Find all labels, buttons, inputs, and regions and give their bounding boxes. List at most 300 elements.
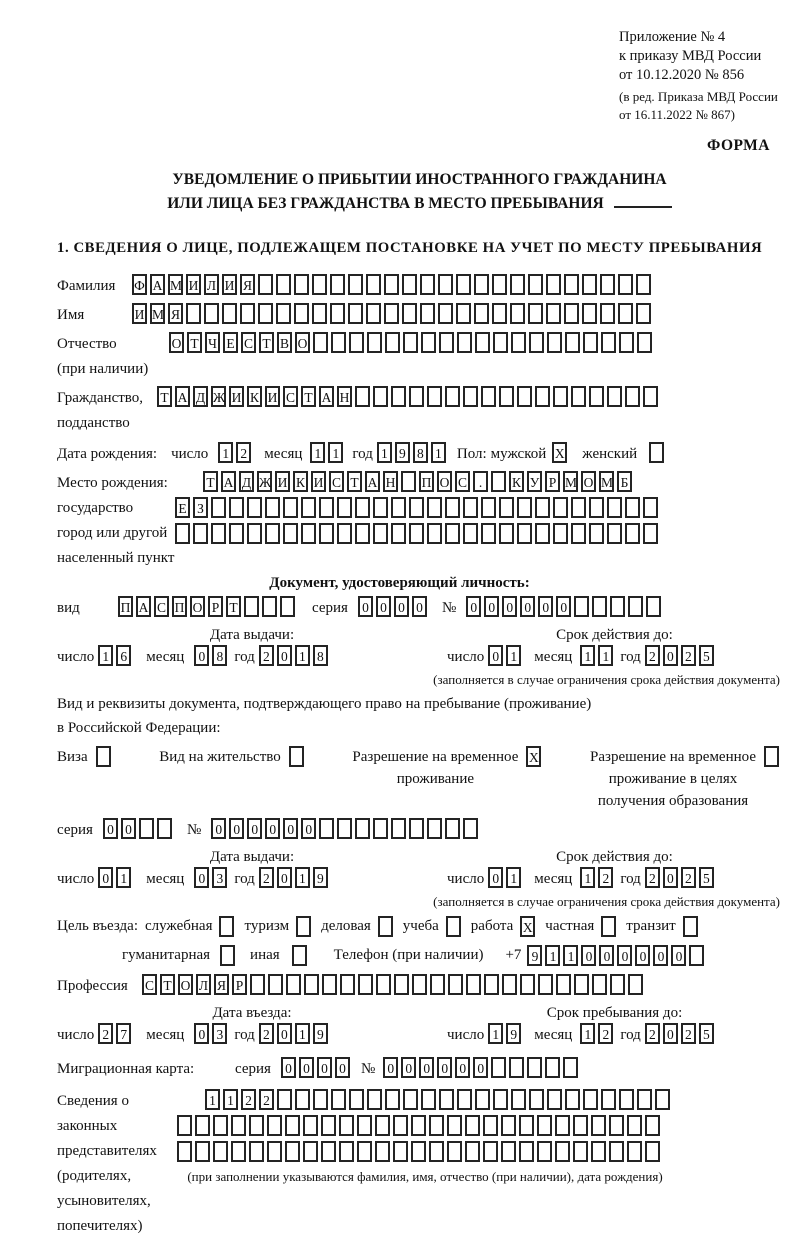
char-cell[interactable]	[447, 1141, 462, 1162]
char-cell[interactable]	[456, 303, 471, 324]
char-cell[interactable]	[517, 386, 532, 407]
char-cell[interactable]	[312, 303, 327, 324]
char-cell[interactable]	[258, 274, 273, 295]
char-cell[interactable]	[355, 386, 370, 407]
char-cell[interactable]: 7	[116, 1023, 131, 1044]
char-cell[interactable]: 0	[335, 1057, 350, 1078]
residence-number-boxes[interactable]	[211, 818, 481, 839]
residence-series-boxes[interactable]	[103, 818, 175, 839]
char-cell[interactable]	[220, 945, 235, 966]
char-cell[interactable]	[357, 1141, 372, 1162]
char-cell[interactable]	[358, 974, 373, 995]
char-cell[interactable]: 0	[617, 945, 632, 966]
char-cell[interactable]	[649, 442, 664, 463]
char-cell[interactable]	[565, 332, 580, 353]
char-cell[interactable]: 1	[295, 645, 310, 666]
char-cell[interactable]: 5	[699, 867, 714, 888]
char-cell[interactable]	[499, 523, 514, 544]
char-cell[interactable]	[535, 386, 550, 407]
char-cell[interactable]	[319, 497, 334, 518]
char-cell[interactable]	[348, 303, 363, 324]
char-cell[interactable]: 1	[563, 945, 578, 966]
char-cell[interactable]: И	[275, 471, 290, 492]
char-cell[interactable]: 0	[419, 1057, 434, 1078]
issue-month-boxes[interactable]	[194, 645, 230, 666]
char-cell[interactable]: М	[150, 303, 165, 324]
char-cell[interactable]	[355, 497, 370, 518]
char-cell[interactable]: М	[563, 471, 578, 492]
char-cell[interactable]	[403, 1089, 418, 1110]
char-cell[interactable]	[296, 916, 311, 937]
char-cell[interactable]: И	[132, 303, 147, 324]
char-cell[interactable]: 1	[488, 1023, 503, 1044]
char-cell[interactable]: Т	[347, 471, 362, 492]
char-cell[interactable]	[625, 523, 640, 544]
char-cell[interactable]	[391, 523, 406, 544]
char-cell[interactable]	[355, 523, 370, 544]
birth-month-boxes[interactable]	[310, 442, 346, 463]
char-cell[interactable]	[463, 386, 478, 407]
char-cell[interactable]: К	[509, 471, 524, 492]
purpose-study-checkbox[interactable]	[446, 916, 464, 937]
char-cell[interactable]	[546, 303, 561, 324]
char-cell[interactable]: 1	[310, 442, 325, 463]
char-cell[interactable]	[250, 974, 265, 995]
char-cell[interactable]: Т	[160, 974, 175, 995]
char-cell[interactable]	[304, 974, 319, 995]
char-cell[interactable]: Я	[214, 974, 229, 995]
char-cell[interactable]: 0	[394, 596, 409, 617]
char-cell[interactable]	[294, 303, 309, 324]
char-cell[interactable]	[465, 1141, 480, 1162]
char-cell[interactable]: 0	[581, 945, 596, 966]
char-cell[interactable]	[483, 1115, 498, 1136]
char-cell[interactable]	[528, 303, 543, 324]
char-cell[interactable]	[545, 1057, 560, 1078]
char-cell[interactable]	[375, 1115, 390, 1136]
char-cell[interactable]	[547, 1089, 562, 1110]
char-cell[interactable]	[391, 818, 406, 839]
char-cell[interactable]	[240, 303, 255, 324]
char-cell[interactable]: О	[190, 596, 205, 617]
char-cell[interactable]	[412, 974, 427, 995]
char-cell[interactable]: Ж	[211, 386, 226, 407]
temp-residence-education-checkbox[interactable]	[764, 746, 782, 767]
char-cell[interactable]: X	[552, 442, 567, 463]
char-cell[interactable]: 0	[599, 945, 614, 966]
char-cell[interactable]: С	[154, 596, 169, 617]
char-cell[interactable]: 0	[229, 818, 244, 839]
char-cell[interactable]	[439, 1089, 454, 1110]
char-cell[interactable]	[367, 332, 382, 353]
char-cell[interactable]	[637, 332, 652, 353]
char-cell[interactable]	[280, 596, 295, 617]
char-cell[interactable]	[592, 596, 607, 617]
char-cell[interactable]: П	[419, 471, 434, 492]
char-cell[interactable]: 1	[295, 1023, 310, 1044]
char-cell[interactable]	[446, 916, 461, 937]
char-cell[interactable]	[764, 746, 779, 767]
purpose-transit-checkbox[interactable]	[683, 916, 701, 937]
char-cell[interactable]: О	[295, 332, 310, 353]
char-cell[interactable]	[610, 596, 625, 617]
char-cell[interactable]	[367, 1089, 382, 1110]
char-cell[interactable]	[683, 916, 698, 937]
char-cell[interactable]: Б	[617, 471, 632, 492]
char-cell[interactable]: С	[455, 471, 470, 492]
char-cell[interactable]	[628, 596, 643, 617]
char-cell[interactable]: 0	[265, 818, 280, 839]
guardians-row1[interactable]	[205, 1089, 673, 1110]
char-cell[interactable]: Д	[239, 471, 254, 492]
char-cell[interactable]	[563, 1057, 578, 1078]
char-cell[interactable]	[601, 332, 616, 353]
citizenship-boxes[interactable]	[157, 386, 661, 407]
char-cell[interactable]: 1	[116, 867, 131, 888]
char-cell[interactable]: Т	[157, 386, 172, 407]
char-cell[interactable]	[438, 303, 453, 324]
char-cell[interactable]	[393, 1115, 408, 1136]
char-cell[interactable]	[636, 274, 651, 295]
char-cell[interactable]	[286, 974, 301, 995]
char-cell[interactable]: 2	[259, 867, 274, 888]
char-cell[interactable]	[607, 386, 622, 407]
char-cell[interactable]	[366, 303, 381, 324]
char-cell[interactable]	[511, 332, 526, 353]
char-cell[interactable]: К	[247, 386, 262, 407]
char-cell[interactable]: .	[473, 471, 488, 492]
char-cell[interactable]: Н	[337, 386, 352, 407]
char-cell[interactable]	[211, 523, 226, 544]
char-cell[interactable]	[262, 596, 277, 617]
char-cell[interactable]	[411, 1115, 426, 1136]
char-cell[interactable]: 0	[281, 1057, 296, 1078]
char-cell[interactable]: 0	[247, 818, 262, 839]
char-cell[interactable]	[366, 274, 381, 295]
char-cell[interactable]: 1	[506, 867, 521, 888]
purpose-private-checkbox[interactable]	[601, 916, 619, 937]
char-cell[interactable]	[492, 303, 507, 324]
char-cell[interactable]	[517, 523, 532, 544]
char-cell[interactable]: 0	[317, 1057, 332, 1078]
char-cell[interactable]	[439, 332, 454, 353]
char-cell[interactable]	[637, 1089, 652, 1110]
char-cell[interactable]	[463, 818, 478, 839]
char-cell[interactable]: 0	[653, 945, 668, 966]
char-cell[interactable]: Т	[226, 596, 241, 617]
char-cell[interactable]	[564, 303, 579, 324]
char-cell[interactable]: Е	[223, 332, 238, 353]
char-cell[interactable]	[643, 386, 658, 407]
char-cell[interactable]	[465, 1115, 480, 1136]
char-cell[interactable]: 1	[328, 442, 343, 463]
char-cell[interactable]	[600, 274, 615, 295]
char-cell[interactable]	[337, 818, 352, 839]
char-cell[interactable]	[402, 303, 417, 324]
char-cell[interactable]	[582, 303, 597, 324]
char-cell[interactable]	[409, 523, 424, 544]
char-cell[interactable]: 0	[488, 645, 503, 666]
char-cell[interactable]: Т	[203, 471, 218, 492]
char-cell[interactable]	[457, 1089, 472, 1110]
char-cell[interactable]: 2	[645, 867, 660, 888]
residence-expiry-day-boxes[interactable]	[488, 867, 524, 888]
expiry-day-boxes[interactable]	[488, 645, 524, 666]
char-cell[interactable]	[527, 1057, 542, 1078]
char-cell[interactable]: 1	[580, 645, 595, 666]
char-cell[interactable]	[510, 303, 525, 324]
char-cell[interactable]: П	[118, 596, 133, 617]
char-cell[interactable]	[204, 303, 219, 324]
birth-place-row1[interactable]	[203, 471, 661, 492]
char-cell[interactable]: А	[136, 596, 151, 617]
char-cell[interactable]	[175, 523, 190, 544]
char-cell[interactable]	[267, 1115, 282, 1136]
char-cell[interactable]	[643, 523, 658, 544]
patronymic-boxes[interactable]	[169, 332, 655, 353]
char-cell[interactable]	[589, 386, 604, 407]
char-cell[interactable]: Н	[383, 471, 398, 492]
char-cell[interactable]	[481, 523, 496, 544]
char-cell[interactable]	[573, 1115, 588, 1136]
char-cell[interactable]	[609, 1141, 624, 1162]
char-cell[interactable]	[292, 945, 307, 966]
char-cell[interactable]	[517, 497, 532, 518]
char-cell[interactable]	[491, 471, 506, 492]
entry-day-boxes[interactable]	[98, 1023, 134, 1044]
char-cell[interactable]: 1	[98, 645, 113, 666]
char-cell[interactable]: О	[178, 974, 193, 995]
char-cell[interactable]	[528, 274, 543, 295]
char-cell[interactable]	[573, 1141, 588, 1162]
char-cell[interactable]: 0	[277, 867, 292, 888]
char-cell[interactable]	[463, 523, 478, 544]
char-cell[interactable]	[627, 1141, 642, 1162]
char-cell[interactable]	[247, 497, 262, 518]
char-cell[interactable]: М	[599, 471, 614, 492]
surname-boxes[interactable]	[132, 274, 654, 295]
char-cell[interactable]: 0	[663, 867, 678, 888]
char-cell[interactable]	[583, 1089, 598, 1110]
char-cell[interactable]	[409, 497, 424, 518]
char-cell[interactable]	[373, 386, 388, 407]
char-cell[interactable]	[625, 497, 640, 518]
char-cell[interactable]	[427, 386, 442, 407]
char-cell[interactable]: 0	[194, 867, 209, 888]
char-cell[interactable]	[229, 523, 244, 544]
char-cell[interactable]: 0	[98, 867, 113, 888]
char-cell[interactable]	[229, 497, 244, 518]
char-cell[interactable]	[384, 303, 399, 324]
char-cell[interactable]	[177, 1115, 192, 1136]
entry-month-boxes[interactable]	[194, 1023, 230, 1044]
char-cell[interactable]	[491, 1057, 506, 1078]
phone-boxes[interactable]	[527, 945, 707, 966]
char-cell[interactable]	[267, 1141, 282, 1162]
char-cell[interactable]	[511, 1089, 526, 1110]
char-cell[interactable]	[283, 497, 298, 518]
char-cell[interactable]	[276, 303, 291, 324]
char-cell[interactable]	[501, 1115, 516, 1136]
char-cell[interactable]	[313, 1089, 328, 1110]
char-cell[interactable]: 0	[455, 1057, 470, 1078]
char-cell[interactable]: 1	[580, 867, 595, 888]
gender-female-checkbox[interactable]	[649, 442, 667, 463]
char-cell[interactable]: 2	[645, 645, 660, 666]
char-cell[interactable]: Е	[175, 497, 190, 518]
char-cell[interactable]	[565, 1089, 580, 1110]
migration-series-boxes[interactable]	[281, 1057, 353, 1078]
char-cell[interactable]: Т	[187, 332, 202, 353]
char-cell[interactable]	[402, 274, 417, 295]
char-cell[interactable]: 9	[527, 945, 542, 966]
purpose-business-checkbox[interactable]	[378, 916, 396, 937]
char-cell[interactable]	[373, 497, 388, 518]
doc-number-boxes[interactable]	[466, 596, 664, 617]
char-cell[interactable]	[258, 303, 273, 324]
char-cell[interactable]: А	[175, 386, 190, 407]
residence-issue-month-boxes[interactable]	[194, 867, 230, 888]
char-cell[interactable]	[493, 1089, 508, 1110]
char-cell[interactable]: Л	[204, 274, 219, 295]
char-cell[interactable]: 8	[413, 442, 428, 463]
char-cell[interactable]: 1	[205, 1089, 220, 1110]
char-cell[interactable]	[401, 471, 416, 492]
char-cell[interactable]	[445, 386, 460, 407]
char-cell[interactable]	[294, 274, 309, 295]
char-cell[interactable]	[319, 818, 334, 839]
residence-issue-year-boxes[interactable]	[259, 867, 331, 888]
char-cell[interactable]: 1	[598, 645, 613, 666]
char-cell[interactable]: И	[311, 471, 326, 492]
char-cell[interactable]	[537, 1115, 552, 1136]
char-cell[interactable]: 0	[103, 818, 118, 839]
char-cell[interactable]	[348, 274, 363, 295]
char-cell[interactable]	[474, 303, 489, 324]
char-cell[interactable]: М	[168, 274, 183, 295]
char-cell[interactable]	[591, 1115, 606, 1136]
char-cell[interactable]	[349, 1089, 364, 1110]
char-cell[interactable]	[447, 1115, 462, 1136]
char-cell[interactable]	[340, 974, 355, 995]
char-cell[interactable]	[519, 1115, 534, 1136]
char-cell[interactable]	[601, 916, 616, 937]
char-cell[interactable]	[249, 1115, 264, 1136]
birth-place-row3[interactable]	[175, 523, 661, 544]
stay-day-boxes[interactable]	[488, 1023, 524, 1044]
char-cell[interactable]	[601, 1089, 616, 1110]
char-cell[interactable]	[421, 1089, 436, 1110]
char-cell[interactable]: 0	[520, 596, 535, 617]
char-cell[interactable]	[193, 523, 208, 544]
migration-number-boxes[interactable]	[383, 1057, 581, 1078]
char-cell[interactable]	[96, 746, 111, 767]
char-cell[interactable]: 2	[259, 645, 274, 666]
char-cell[interactable]	[583, 332, 598, 353]
char-cell[interactable]: 0	[484, 596, 499, 617]
residence-expiry-year-boxes[interactable]	[645, 867, 717, 888]
char-cell[interactable]: 1	[431, 442, 446, 463]
char-cell[interactable]	[607, 497, 622, 518]
gender-male-checkbox[interactable]	[552, 442, 570, 463]
char-cell[interactable]: 0	[283, 818, 298, 839]
char-cell[interactable]	[564, 274, 579, 295]
char-cell[interactable]: Ф	[132, 274, 147, 295]
doc-kind-boxes[interactable]	[118, 596, 298, 617]
given-name-boxes[interactable]	[132, 303, 654, 324]
char-cell[interactable]	[249, 1141, 264, 1162]
profession-boxes[interactable]	[142, 974, 646, 995]
char-cell[interactable]	[556, 974, 571, 995]
char-cell[interactable]	[139, 818, 154, 839]
char-cell[interactable]: 0	[401, 1057, 416, 1078]
char-cell[interactable]	[403, 332, 418, 353]
char-cell[interactable]	[555, 1115, 570, 1136]
char-cell[interactable]	[529, 332, 544, 353]
char-cell[interactable]	[474, 274, 489, 295]
char-cell[interactable]	[510, 274, 525, 295]
char-cell[interactable]: Ч	[205, 332, 220, 353]
char-cell[interactable]: 3	[212, 1023, 227, 1044]
char-cell[interactable]	[645, 1115, 660, 1136]
char-cell[interactable]	[501, 1141, 516, 1162]
guardians-row3[interactable]	[177, 1141, 673, 1162]
char-cell[interactable]	[636, 303, 651, 324]
char-cell[interactable]	[655, 1089, 670, 1110]
char-cell[interactable]: С	[241, 332, 256, 353]
purpose-other-checkbox[interactable]	[292, 945, 310, 966]
char-cell[interactable]: 0	[383, 1057, 398, 1078]
char-cell[interactable]	[520, 974, 535, 995]
char-cell[interactable]	[571, 523, 586, 544]
char-cell[interactable]	[535, 523, 550, 544]
char-cell[interactable]: X	[520, 916, 535, 937]
char-cell[interactable]: О	[437, 471, 452, 492]
char-cell[interactable]	[574, 596, 589, 617]
char-cell[interactable]: У	[527, 471, 542, 492]
char-cell[interactable]: 6	[116, 645, 131, 666]
guardians-row2[interactable]	[177, 1115, 673, 1136]
char-cell[interactable]	[283, 523, 298, 544]
residence-expiry-month-boxes[interactable]	[580, 867, 616, 888]
stay-month-boxes[interactable]	[580, 1023, 616, 1044]
char-cell[interactable]: Р	[232, 974, 247, 995]
char-cell[interactable]	[574, 974, 589, 995]
expiry-year-boxes[interactable]	[645, 645, 717, 666]
purpose-humanitarian-checkbox[interactable]	[220, 945, 238, 966]
char-cell[interactable]: 0	[473, 1057, 488, 1078]
char-cell[interactable]	[295, 1089, 310, 1110]
char-cell[interactable]	[600, 303, 615, 324]
char-cell[interactable]: 0	[376, 596, 391, 617]
char-cell[interactable]	[385, 332, 400, 353]
char-cell[interactable]	[285, 1141, 300, 1162]
expiry-month-boxes[interactable]	[580, 645, 616, 666]
char-cell[interactable]	[312, 274, 327, 295]
char-cell[interactable]: 0	[663, 1023, 678, 1044]
char-cell[interactable]	[445, 497, 460, 518]
char-cell[interactable]	[589, 497, 604, 518]
purpose-official-checkbox[interactable]	[219, 916, 237, 937]
char-cell[interactable]	[393, 1141, 408, 1162]
char-cell[interactable]	[301, 497, 316, 518]
char-cell[interactable]: 1	[506, 645, 521, 666]
char-cell[interactable]: С	[329, 471, 344, 492]
stay-year-boxes[interactable]	[645, 1023, 717, 1044]
char-cell[interactable]	[591, 1141, 606, 1162]
char-cell[interactable]	[537, 1141, 552, 1162]
char-cell[interactable]	[457, 332, 472, 353]
